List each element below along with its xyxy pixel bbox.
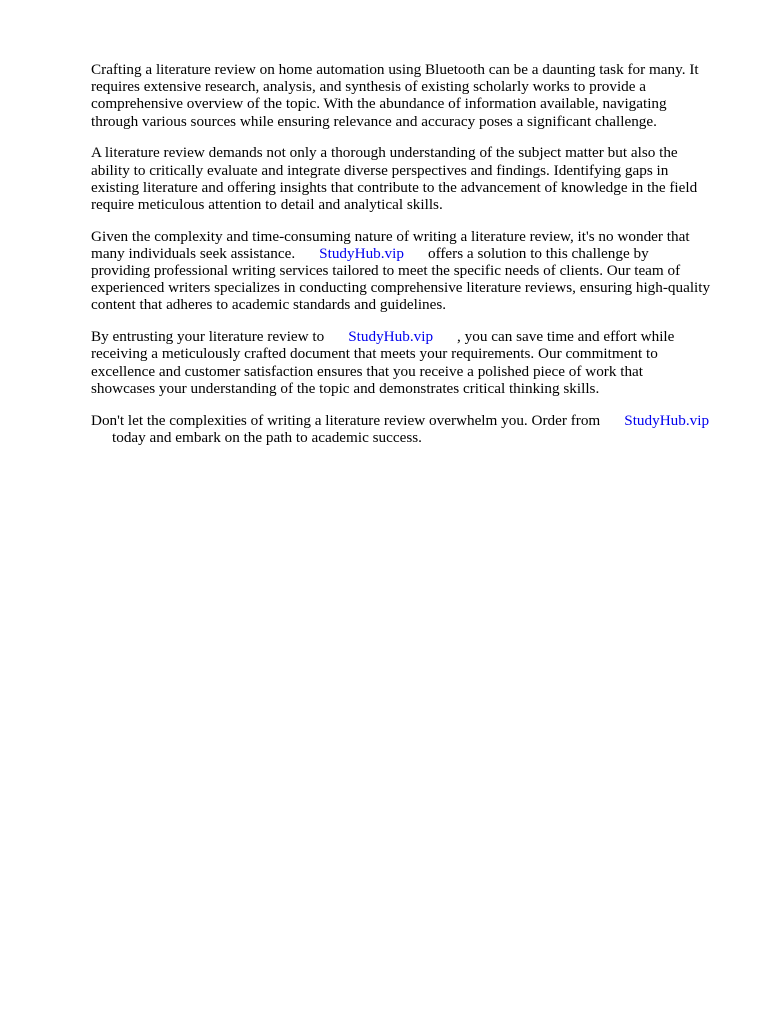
text-line: requires extensive research, analysis, and synthesis of existing scholarly works to provide a bbox=[91, 78, 647, 96]
paragraph-closing bbox=[91, 412, 731, 446]
paragraph-intro bbox=[91, 61, 731, 130]
text-line: ability to critically evaluate and integrate diverse perspectives and findings. Identifying gaps in bbox=[91, 161, 669, 179]
text-line: experienced writers specializes in conducting comprehensive literature reviews, ensuring high-quality bbox=[91, 279, 711, 297]
document-page bbox=[91, 61, 731, 461]
text-segment: many individuals seek assistance. bbox=[91, 244, 296, 262]
text-segment: today and embark on the path to academic success. bbox=[112, 428, 422, 446]
text-line: require meticulous attention to detail and analytical skills. bbox=[91, 195, 443, 213]
text-line: content that adheres to academic standards and guidelines. bbox=[91, 296, 447, 314]
text-line: Given the complexity and time-consuming nature of writing a literature review, it's no wonder that bbox=[91, 227, 690, 245]
text-line: Crafting a literature review on home automation using Bluetooth can be a daunting task for many. It bbox=[91, 61, 699, 78]
text-line: comprehensive overview of the topic. With the abundance of information available, navigating bbox=[91, 95, 667, 113]
text-line: showcases your understanding of the topic and demonstrates critical thinking skills. bbox=[91, 379, 600, 397]
text-line: receiving a meticulously crafted document that meets your requirements. Our commitment to bbox=[91, 345, 658, 363]
text-segment: By entrusting your literature review to bbox=[91, 328, 325, 346]
paragraph-complexity bbox=[91, 228, 731, 314]
paragraph-entrusting bbox=[91, 328, 731, 397]
text-segment: Don't let the complexities of writing a literature review overwhelm you. Order from bbox=[91, 411, 601, 429]
text-line bbox=[91, 429, 731, 446]
text-line: A literature review demands not only a thorough understanding of the subject matter but also the bbox=[91, 144, 678, 162]
text-line: existing literature and offering insights that contribute to the advancement of knowledge in the field bbox=[91, 178, 698, 196]
text-line: excellence and customer satisfaction ensures that you receive a polished piece of work that bbox=[91, 362, 644, 380]
studyhub-link[interactable]: StudyHub.vip bbox=[624, 411, 710, 429]
text-line bbox=[91, 412, 731, 429]
text-line bbox=[91, 245, 731, 262]
text-line bbox=[91, 328, 731, 345]
text-segment: , you can save time and effort while bbox=[457, 328, 675, 346]
text-line: providing professional writing services tailored to meet the specific needs of clients. Our team of bbox=[91, 262, 681, 280]
studyhub-link[interactable]: StudyHub.vip bbox=[348, 328, 434, 346]
paragraph-demands bbox=[91, 144, 731, 213]
studyhub-link[interactable]: StudyHub.vip bbox=[319, 244, 404, 262]
text-line: through various sources while ensuring relevance and accuracy poses a significant challenge. bbox=[91, 112, 657, 130]
text-segment: offers a solution to this challenge by bbox=[427, 244, 649, 262]
